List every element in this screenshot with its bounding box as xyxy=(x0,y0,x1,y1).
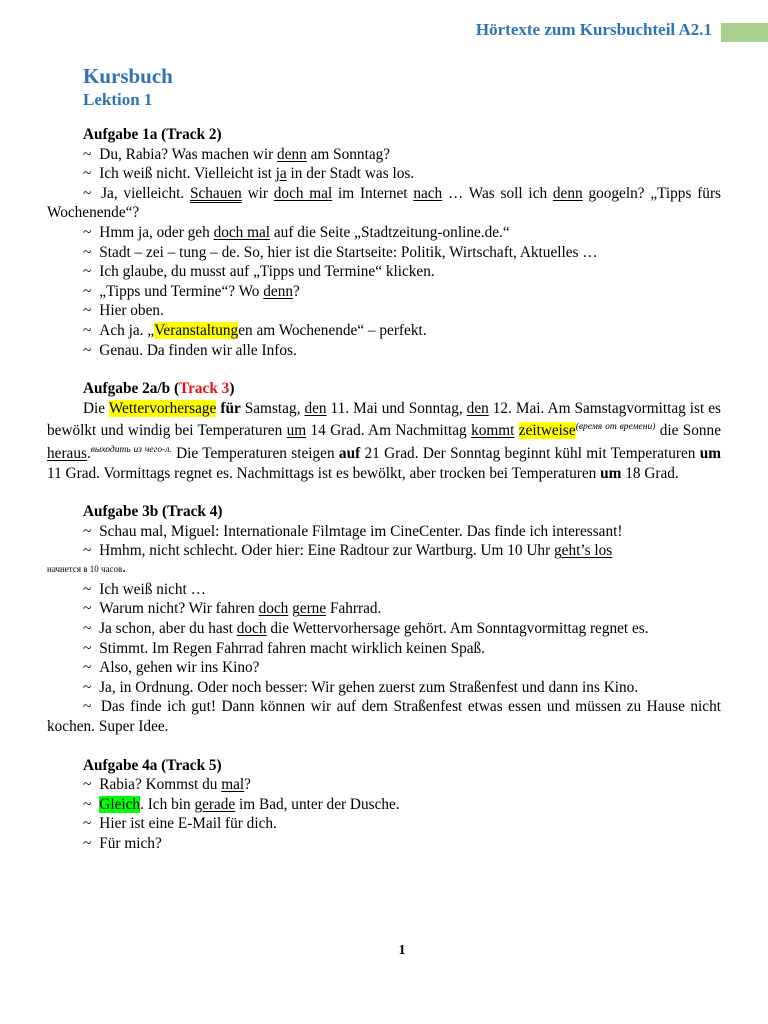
dialogue-line xyxy=(47,282,721,302)
text: . xyxy=(122,558,127,576)
dash-icon: ~ xyxy=(83,698,92,716)
text: Ja schon, aber du hast xyxy=(99,620,237,638)
bold-word: um xyxy=(600,464,622,482)
underlined-word: denn xyxy=(263,282,294,300)
dash-icon: ~ xyxy=(83,815,92,833)
dialogue-line xyxy=(47,795,721,815)
text: Ich weiß nicht. Vielleicht ist xyxy=(99,165,276,183)
lesson-title: Lektion 1 xyxy=(83,90,153,109)
dash-icon: ~ xyxy=(83,600,92,618)
text: Du, Rabia? Was machen wir xyxy=(99,145,278,163)
text: Für mich? xyxy=(99,835,162,852)
bold-word: für xyxy=(220,399,241,417)
dash-icon: ~ xyxy=(83,659,92,677)
text: 21 Grad. Der Sonntag beginnt kühl mit Temperaturen xyxy=(360,444,700,462)
underlined-word: heraus xyxy=(47,444,87,462)
dash-icon: ~ xyxy=(83,184,92,202)
bold-word: auf xyxy=(338,444,361,462)
dialogue-line xyxy=(47,184,721,223)
dash-icon: ~ xyxy=(83,243,92,261)
underlined-word: doch mal xyxy=(273,184,333,202)
text: . xyxy=(86,444,91,462)
text: im Internet xyxy=(332,184,414,202)
text: 11 Grad. Vormittags regnet es. Nachmittags ist es bewölkt, aber trocken bei Temperaturen xyxy=(47,464,601,482)
text: Die Temperaturen steigen xyxy=(171,444,339,462)
text: Warum nicht? Wir fahren xyxy=(99,600,259,618)
underlined-word: um xyxy=(286,422,307,440)
text: Schau mal, Miguel: Internationale Filmtage im CineCenter. Das finde ich interessant! xyxy=(99,522,623,540)
text: … Was soll ich xyxy=(442,184,553,202)
dialogue-line xyxy=(47,678,721,698)
dialogue-line xyxy=(47,541,721,561)
text: im Bad, unter der Dusche. xyxy=(235,795,400,813)
dash-icon: ~ xyxy=(83,302,92,320)
dash-icon: ~ xyxy=(83,522,92,540)
text: „Tipps und Termine“? Wo xyxy=(99,282,264,300)
highlighted-word: Veranstaltung xyxy=(154,321,239,339)
header-accent-bar xyxy=(721,23,768,42)
highlighted-word: Gleich xyxy=(99,795,141,813)
underlined-word: mal xyxy=(221,776,245,794)
dialogue-line xyxy=(47,658,721,678)
dialogue-line xyxy=(47,164,721,184)
dash-icon: ~ xyxy=(83,678,92,696)
text: Aufgabe 2a/b ( xyxy=(83,380,180,398)
text: 12. Mai. Am Samstagvormittag ist es bewölkt und windig bei Temperaturen xyxy=(47,399,722,440)
translation-note: (время от времени) xyxy=(575,422,656,433)
underlined-word: denn xyxy=(277,145,307,163)
text: auf die Seite „Stadtzeitung-online.de.“ xyxy=(270,223,510,241)
text: Genau. Da finden wir alle Infos. xyxy=(99,341,297,359)
dash-icon: ~ xyxy=(83,165,92,183)
translation-note: выходить из чего-л. xyxy=(90,444,172,455)
dialogue-line xyxy=(47,341,721,361)
task-4a-heading: Aufgabe 4a (Track 5) xyxy=(83,756,222,774)
weather-forecast-paragraph xyxy=(47,399,721,483)
translation-note-line xyxy=(47,558,721,576)
dialogue-line xyxy=(47,223,721,243)
highlighted-word: zeitweise xyxy=(518,422,576,440)
text: in der Stadt was los. xyxy=(286,165,415,183)
dash-icon: ~ xyxy=(83,835,92,852)
underlined-word: geht’s los xyxy=(554,542,613,560)
dialogue-line xyxy=(47,697,721,736)
underlined-word: den xyxy=(304,399,327,417)
underlined-word: doch mal xyxy=(213,223,271,241)
header-title: Hörtexte zum Kursbuchteil A2.1 xyxy=(475,20,712,39)
dialogue-line xyxy=(47,580,721,600)
dialogue-line xyxy=(47,145,721,165)
task-3b-heading: Aufgabe 3b (Track 4) xyxy=(83,503,223,521)
underlined-word: ja xyxy=(275,165,287,183)
task-2ab-heading xyxy=(83,379,721,399)
dash-icon: ~ xyxy=(83,795,92,813)
text: 18 Grad. xyxy=(621,464,679,482)
text: Ach ja. „ xyxy=(99,321,155,339)
text: 14 Grad. Am Nachmittag xyxy=(306,422,472,440)
dash-icon: ~ xyxy=(83,321,92,339)
dash-icon: ~ xyxy=(83,639,92,657)
dash-icon: ~ xyxy=(83,263,92,281)
dash-icon: ~ xyxy=(83,776,92,794)
text: Ich weiß nicht … xyxy=(99,580,206,598)
underlined-word: gerne xyxy=(292,600,327,618)
book-title: Kursbuch xyxy=(83,64,173,88)
text: Stimmt. Im Regen Fahrrad fahren macht wirklich keinen Spaß. xyxy=(99,639,486,657)
document-body xyxy=(47,64,721,854)
text: am Sonntag? xyxy=(306,145,391,163)
underlined-word: doch xyxy=(236,620,267,638)
dash-icon: ~ xyxy=(83,145,92,163)
text: . Ich bin xyxy=(140,795,195,813)
dash-icon: ~ xyxy=(83,341,92,359)
underlined-word: nach xyxy=(413,184,443,202)
text: ? xyxy=(244,776,251,794)
text: ? xyxy=(293,282,300,300)
dialogue-line xyxy=(47,814,721,834)
underlined-word: Schauen xyxy=(189,184,242,202)
translation-note: начнется в 10 часов xyxy=(47,563,123,574)
dialogue-line xyxy=(47,619,721,639)
dash-icon: ~ xyxy=(83,223,92,241)
dialogue-line xyxy=(47,834,721,854)
text: ) xyxy=(229,380,235,398)
text: die Wettervorhersage gehört. Am Sonntagvormittag regnet es. xyxy=(266,620,649,638)
text: Hmm ja, oder geh xyxy=(99,223,214,241)
dialogue-line xyxy=(47,243,721,263)
text: Ich glaube, du musst auf „Tipps und Termine“ klicken. xyxy=(99,263,435,281)
text: „Tipps fürs Wochenende“? xyxy=(47,184,721,222)
text: Hier oben. xyxy=(99,302,164,320)
text: Ja, in Ordnung. Oder noch besser: Wir gehen zuerst zum Straßenfest und dann ins Kino. xyxy=(99,678,639,696)
text: die Sonne xyxy=(655,422,721,440)
dialogue-line xyxy=(47,599,721,619)
text: googeln? xyxy=(582,184,645,202)
dialogue-line xyxy=(47,301,721,321)
text: wir xyxy=(241,184,274,202)
dialogue-line xyxy=(47,262,721,282)
text: Samstag, xyxy=(240,399,305,417)
page-number: 1 xyxy=(398,943,406,958)
text: Hmhm, nicht schlecht. Oder hier: Eine Radtour zur Wartburg. Um 10 Uhr xyxy=(99,542,554,560)
text: Stadt – zei – tung – de. So, hier ist die Startseite: Politik, Wirtschaft, Aktuelles … xyxy=(99,243,598,261)
underlined-word: den xyxy=(466,399,489,417)
dialogue-line xyxy=(47,522,721,542)
dialogue-line xyxy=(47,775,721,795)
underlined-word: doch xyxy=(258,600,289,618)
text: 11. Mai und Sonntag, xyxy=(326,399,467,417)
underlined-word: gerade xyxy=(194,795,236,813)
text: Also, gehen wir ins Kino? xyxy=(99,659,260,677)
underlined-word: denn xyxy=(552,184,583,202)
text: Das finde ich gut! Dann können wir auf dem Straßenfest etwas essen und müssen zu Hause nicht kochen. Super Idee. xyxy=(47,698,721,736)
text: Die xyxy=(83,399,109,417)
text: Ja, vielleicht. xyxy=(101,184,190,202)
text: en am Wochenende“ – perfekt. xyxy=(238,321,427,339)
dash-icon: ~ xyxy=(83,542,92,560)
text: Rabia? Kommst du xyxy=(99,776,222,794)
track-label-red: Track 3 xyxy=(179,380,230,398)
dash-icon: ~ xyxy=(83,620,92,638)
dash-icon: ~ xyxy=(83,282,92,300)
task-1a-heading: Aufgabe 1a (Track 2) xyxy=(83,126,222,143)
text: Fahrrad. xyxy=(326,600,382,618)
dialogue-line xyxy=(47,639,721,659)
text: Hier ist eine E-Mail für dich. xyxy=(99,815,277,833)
underlined-word: kommt xyxy=(471,422,515,440)
highlighted-word: Wettervorhersage xyxy=(108,399,217,417)
dash-icon: ~ xyxy=(83,580,92,598)
bold-word: um xyxy=(699,444,722,462)
dialogue-line xyxy=(47,321,721,341)
